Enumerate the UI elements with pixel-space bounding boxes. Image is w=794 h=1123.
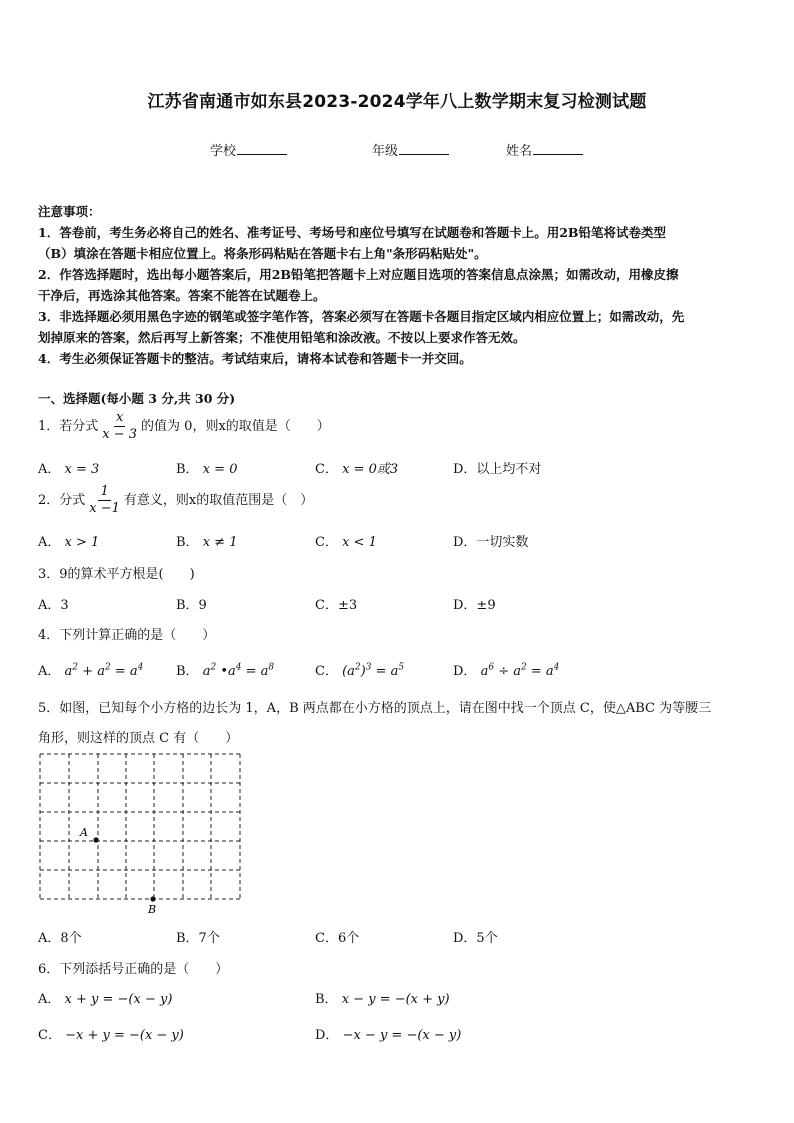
notice-line: （B）填涂在答题卡相应位置上。将条形码粘贴在答题卡右上角"条形码粘贴处"。: [38, 246, 487, 261]
name-label: 姓名: [506, 144, 533, 159]
school-blank: [237, 142, 287, 155]
point-b-label: B: [148, 903, 157, 916]
q1-option-c: C． x = 0或3: [315, 462, 399, 477]
grade-label: 年级: [372, 144, 399, 159]
point-a-label: A: [80, 826, 88, 839]
q2-option-b: B． x ≠ 1: [176, 535, 238, 550]
q1-option-b: B． x = 0: [176, 462, 238, 477]
q1-option-a: A． x = 3: [38, 462, 100, 477]
question-6: 6．下列添括号正确的是（ ）: [38, 962, 229, 977]
q3-option-b: B．9: [176, 598, 207, 613]
q2-suffix: 有意义，则x的取值范围是（ ）: [123, 493, 314, 508]
q4-option-c: C． $(a^2)^3 = a^5$: [315, 662, 405, 679]
q6-option-d: D． −x − y = −(x − y): [315, 1028, 462, 1043]
name-field: [506, 140, 583, 159]
name-blank: [533, 142, 583, 155]
q1-prefix: 1．若分式: [38, 419, 99, 434]
q1-numerator: x: [115, 410, 124, 425]
school-field: [210, 140, 287, 159]
q3-option-c: C．±3: [315, 598, 358, 613]
question-3: 3．9的算术平方根是( ): [38, 567, 195, 582]
q2-fraction: [87, 484, 122, 517]
question-5-line-2: 角形，则这样的顶点 C 有（ ）: [38, 731, 239, 746]
point-b-marker: [150, 896, 155, 901]
grid-svg: [38, 752, 242, 918]
notice-heading: 注意事项：: [38, 204, 101, 219]
q1-denominator: x − 3: [102, 427, 138, 442]
grid-lines: [40, 754, 240, 899]
notice-line: 2．作答选择题时，选出每小题答案后，用2B铅笔把答题卡上对应题目选项的答案信息点涂黑；如需改动，用橡皮擦: [38, 267, 679, 282]
q4-option-a: A． $a^2 + a^2 = a^4$: [38, 662, 144, 679]
q4-option-b: B． $a^2$ $•a^4 = a^8$: [176, 662, 275, 679]
question-2: [38, 484, 313, 517]
q5-option-a: A．8个: [38, 931, 82, 946]
q6-option-b: B． x − y = −(x + y): [315, 992, 450, 1007]
q1-suffix: 的值为 0，则x的取值是（ ）: [141, 419, 330, 434]
q3-option-a: A．3: [38, 598, 69, 613]
notice-line: 4．考生必须保证答题卡的整洁。考试结束后，请将本试卷和答题卡一并交回。: [38, 351, 472, 366]
q3-option-d: D．±9: [453, 598, 496, 613]
q5-option-b: B．7个: [176, 931, 220, 946]
document-title: 江苏省南通市如东县2023-2024学年八上数学期末复习检测试题: [147, 92, 647, 112]
square-grid-figure: [38, 752, 242, 918]
notice-line: 划掉原来的答案，然后再写上新答案；不准使用铅笔和涂改液。不按以上要求作答无效。: [38, 330, 526, 345]
section-heading: 一、选择题(每小题 3 分,共 30 分): [38, 391, 236, 406]
q6-option-c: C． −x + y = −(x − y): [38, 1028, 184, 1043]
grade-field: [372, 140, 449, 159]
question-5-line-1: 5．如图，已知每个小方格的边长为 1，A，B 两点都在小方格的顶点上，请在图中找一个顶点 C，使△ABC 为等腰三: [38, 701, 712, 716]
q2-option-c: C． x < 1: [315, 535, 377, 550]
q2-option-d: D．一切实数: [453, 535, 529, 550]
notice-line: 3．非选择题必须用黑色字迹的钢笔或签字笔作答，答案必须写在答题卡各题目指定区域内相应位置上；如需改动，先: [38, 309, 685, 324]
q1-fraction: [100, 410, 139, 443]
q2-prefix: 2．分式: [38, 493, 86, 508]
q5-option-c: C．6个: [315, 931, 360, 946]
notice-line: 干净后，再选涂其他答案。答案不能答在试题卷上。: [38, 288, 326, 303]
question-1: [38, 410, 330, 443]
school-label: 学校: [210, 144, 237, 159]
question-4: 4．下列计算正确的是（ ）: [38, 628, 216, 643]
q1-option-d: D．以上均不对: [453, 462, 542, 477]
q6-option-a: A． x + y = −(x − y): [38, 992, 173, 1007]
q4-option-d: D． $a^6 \div a^2 = a^4$: [453, 662, 560, 679]
q2-numerator: 1: [100, 484, 109, 499]
grade-blank: [399, 142, 449, 155]
point-a-marker: [93, 837, 98, 842]
q5-option-d: D．5个: [453, 931, 498, 946]
q2-option-a: A． x > 1: [38, 535, 100, 550]
q2-denominator: x −1: [89, 501, 120, 516]
notice-line: 1．答卷前，考生务必将自己的姓名、准考证号、考场号和座位号填写在试题卷和答题卡上。用2B铅笔将试卷类型: [38, 225, 666, 240]
